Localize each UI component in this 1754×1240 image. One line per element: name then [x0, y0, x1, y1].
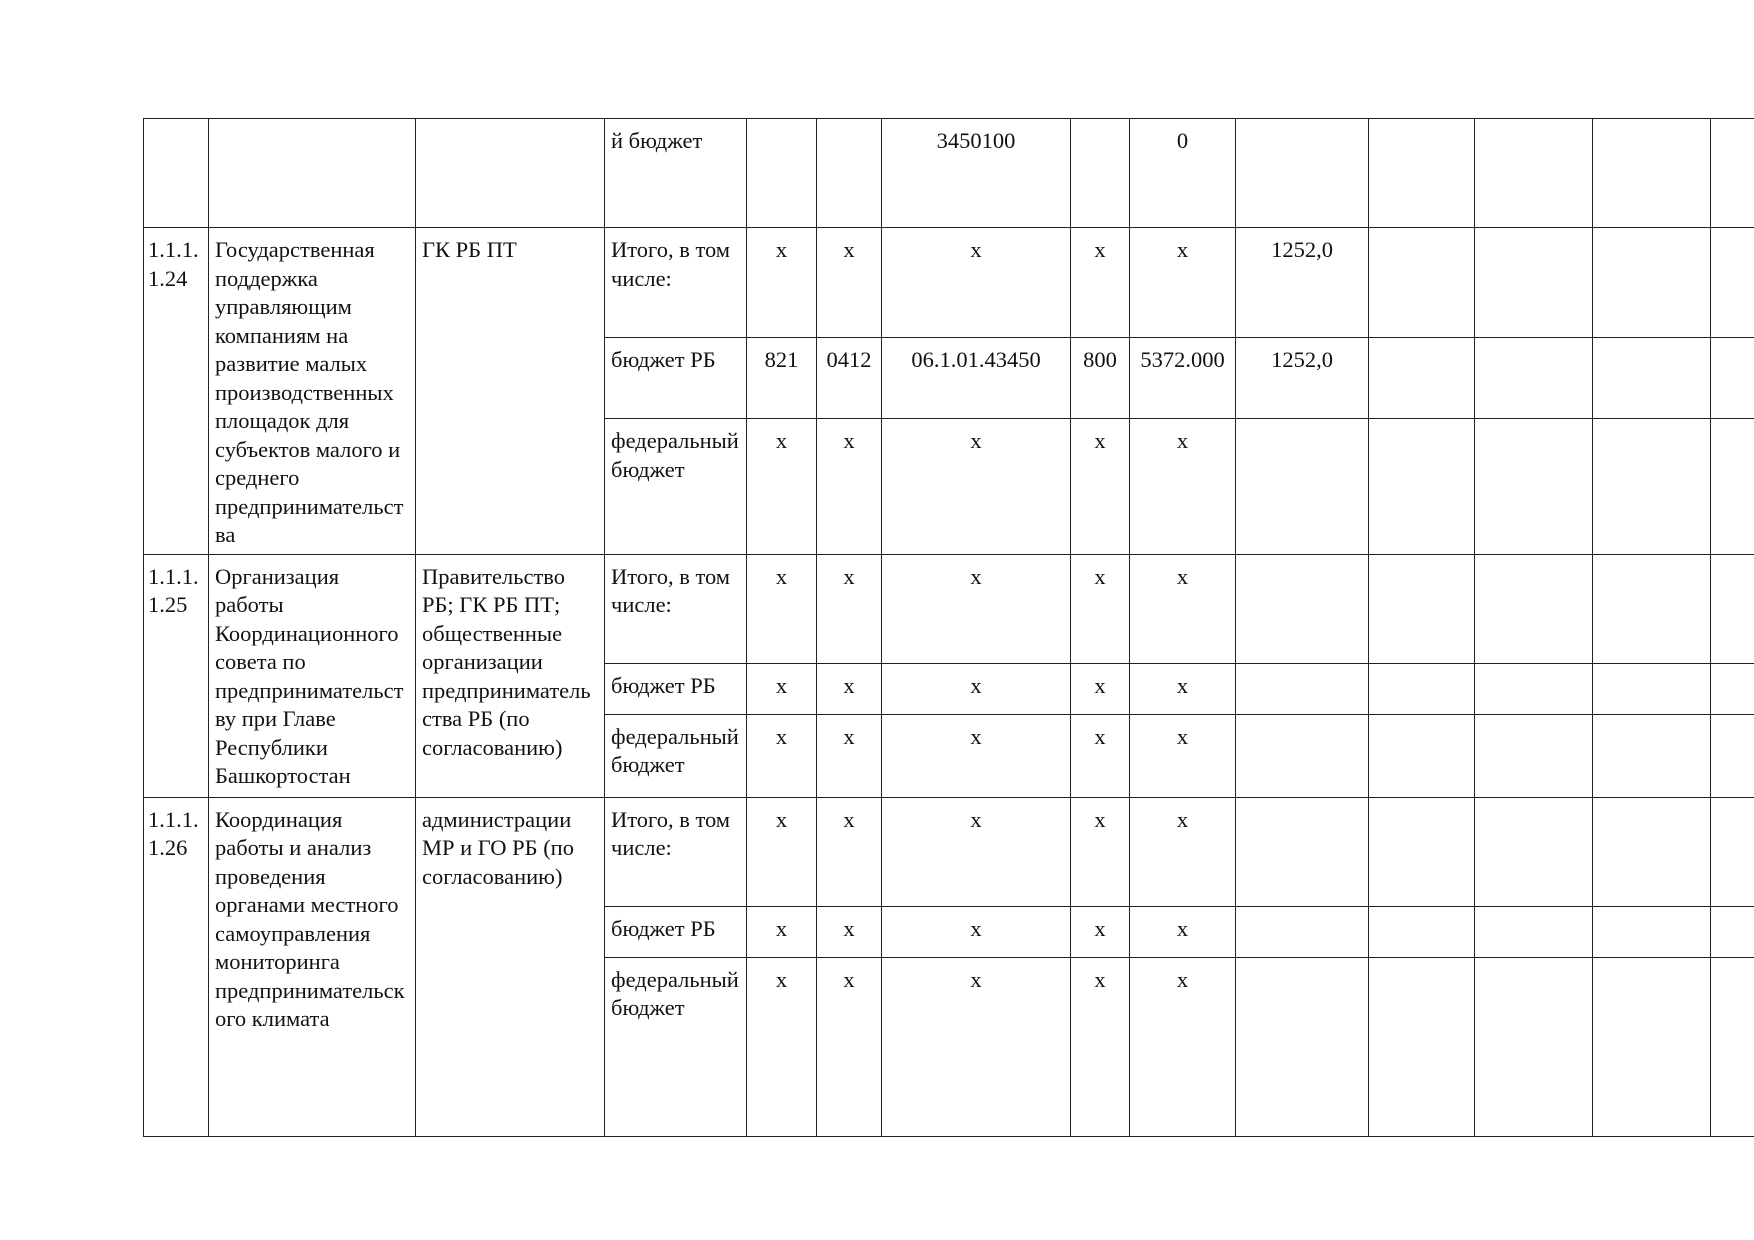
cell-number: 1.1.1.1.26 [144, 797, 209, 1136]
cell-vr: х [1071, 663, 1130, 714]
cell-kosgu: х [1130, 906, 1236, 957]
cell-grbs: х [747, 714, 817, 797]
cell-grbs: х [747, 554, 817, 663]
cell-empty [1475, 554, 1593, 663]
cell-executor: Правительство РБ; ГК РБ ПТ; общественные организации предпринимательства РБ (по согласованию) [416, 554, 605, 797]
cell-empty [1711, 119, 1754, 228]
cell-rzpr: х [817, 957, 882, 1136]
cell-empty [1475, 957, 1593, 1136]
cell-empty [1475, 419, 1593, 554]
cell-csr: х [882, 228, 1071, 338]
cell-rzpr: х [817, 906, 882, 957]
cell-empty [1593, 337, 1711, 419]
cell-rzpr: х [817, 714, 882, 797]
cell-source: Итого, в том числе: [605, 554, 747, 663]
table-row [144, 228, 1754, 338]
budget-table [143, 118, 1754, 1137]
cell-rzpr: х [817, 419, 882, 554]
cell-source: бюджет РБ [605, 337, 747, 419]
cell-kosgu: 0 [1130, 119, 1236, 228]
cell-amount [1236, 714, 1369, 797]
cell-amount [1236, 797, 1369, 906]
cell-empty [1475, 119, 1593, 228]
cell-empty [1369, 119, 1475, 228]
cell-rzpr [817, 119, 882, 228]
cell-name: Координация работы и анализ проведения органами местного самоуправления мониторинга предпринимательского климата [209, 797, 416, 1136]
cell-vr: х [1071, 797, 1130, 906]
cell-grbs: х [747, 663, 817, 714]
cell-empty [1369, 419, 1475, 554]
cell-empty [1369, 663, 1475, 714]
cell-number: 1.1.1.1.25 [144, 554, 209, 797]
cell-empty [1593, 119, 1711, 228]
cell-grbs: х [747, 957, 817, 1136]
cell-empty [1593, 797, 1711, 906]
cell-name: Организация работы Координационного совета по предпринимательству при Главе Республики Башкортостан [209, 554, 416, 797]
cell-empty [1711, 957, 1754, 1136]
cell-empty [1369, 228, 1475, 338]
cell-empty [1711, 663, 1754, 714]
cell-rzpr: х [817, 663, 882, 714]
cell-empty [1711, 228, 1754, 338]
cell-rzpr: 0412 [817, 337, 882, 419]
cell-number [144, 119, 209, 228]
table-row [144, 119, 1754, 228]
cell-vr: х [1071, 957, 1130, 1136]
cell-empty [1593, 663, 1711, 714]
cell-kosgu: 5372.000 [1130, 337, 1236, 419]
cell-source: федеральный бюджет [605, 957, 747, 1136]
cell-empty [1475, 906, 1593, 957]
cell-empty [1593, 714, 1711, 797]
cell-name [209, 119, 416, 228]
cell-csr: х [882, 663, 1071, 714]
cell-kosgu: х [1130, 419, 1236, 554]
cell-vr: х [1071, 419, 1130, 554]
cell-vr [1071, 119, 1130, 228]
cell-empty [1711, 906, 1754, 957]
cell-vr: х [1071, 554, 1130, 663]
cell-csr: 3450100 [882, 119, 1071, 228]
cell-rzpr: х [817, 228, 882, 338]
cell-grbs: х [747, 906, 817, 957]
cell-vr: х [1071, 906, 1130, 957]
cell-source: бюджет РБ [605, 906, 747, 957]
cell-empty [1475, 797, 1593, 906]
cell-kosgu: х [1130, 228, 1236, 338]
cell-grbs: 821 [747, 337, 817, 419]
cell-empty [1711, 419, 1754, 554]
cell-empty [1369, 797, 1475, 906]
cell-kosgu: х [1130, 554, 1236, 663]
cell-amount [1236, 419, 1369, 554]
cell-kosgu: х [1130, 797, 1236, 906]
cell-vr: х [1071, 714, 1130, 797]
cell-source: Итого, в том числе: [605, 228, 747, 338]
cell-empty [1711, 337, 1754, 419]
cell-number: 1.1.1.1.24 [144, 228, 209, 555]
cell-csr: х [882, 906, 1071, 957]
cell-kosgu: х [1130, 663, 1236, 714]
cell-empty [1369, 957, 1475, 1136]
cell-csr: х [882, 554, 1071, 663]
cell-grbs [747, 119, 817, 228]
cell-name: Государственная поддержка управляющим компаниям на развитие малых производственных площадок для субъектов малого и среднего предпринимательства [209, 228, 416, 555]
cell-empty [1369, 906, 1475, 957]
cell-rzpr: х [817, 554, 882, 663]
cell-empty [1711, 797, 1754, 906]
cell-source: бюджет РБ [605, 663, 747, 714]
cell-csr: х [882, 797, 1071, 906]
cell-amount [1236, 906, 1369, 957]
cell-vr: х [1071, 228, 1130, 338]
cell-empty [1593, 419, 1711, 554]
cell-csr: х [882, 419, 1071, 554]
cell-empty [1369, 337, 1475, 419]
cell-empty [1475, 714, 1593, 797]
cell-amount: 1252,0 [1236, 337, 1369, 419]
cell-vr: 800 [1071, 337, 1130, 419]
cell-executor: администрации МР и ГО РБ (по согласованию) [416, 797, 605, 1136]
cell-amount: 1252,0 [1236, 228, 1369, 338]
cell-empty [1593, 554, 1711, 663]
cell-kosgu: х [1130, 957, 1236, 1136]
cell-amount [1236, 957, 1369, 1136]
cell-amount [1236, 554, 1369, 663]
table-row [144, 797, 1754, 906]
cell-source: й бюджет [605, 119, 747, 228]
cell-empty [1475, 663, 1593, 714]
cell-empty [1475, 337, 1593, 419]
cell-amount [1236, 663, 1369, 714]
cell-grbs: х [747, 797, 817, 906]
cell-empty [1593, 906, 1711, 957]
cell-empty [1475, 228, 1593, 338]
table-row [144, 554, 1754, 663]
cell-empty [1369, 554, 1475, 663]
cell-empty [1711, 554, 1754, 663]
cell-empty [1711, 714, 1754, 797]
cell-empty [1369, 714, 1475, 797]
cell-grbs: х [747, 419, 817, 554]
cell-csr: х [882, 957, 1071, 1136]
cell-grbs: х [747, 228, 817, 338]
cell-kosgu: х [1130, 714, 1236, 797]
cell-empty [1593, 228, 1711, 338]
cell-csr: 06.1.01.43450 [882, 337, 1071, 419]
cell-rzpr: х [817, 797, 882, 906]
cell-source: федеральный бюджет [605, 419, 747, 554]
cell-source: федеральный бюджет [605, 714, 747, 797]
cell-csr: х [882, 714, 1071, 797]
cell-source: Итого, в том числе: [605, 797, 747, 906]
cell-executor [416, 119, 605, 228]
cell-empty [1593, 957, 1711, 1136]
cell-executor: ГК РБ ПТ [416, 228, 605, 555]
cell-amount [1236, 119, 1369, 228]
